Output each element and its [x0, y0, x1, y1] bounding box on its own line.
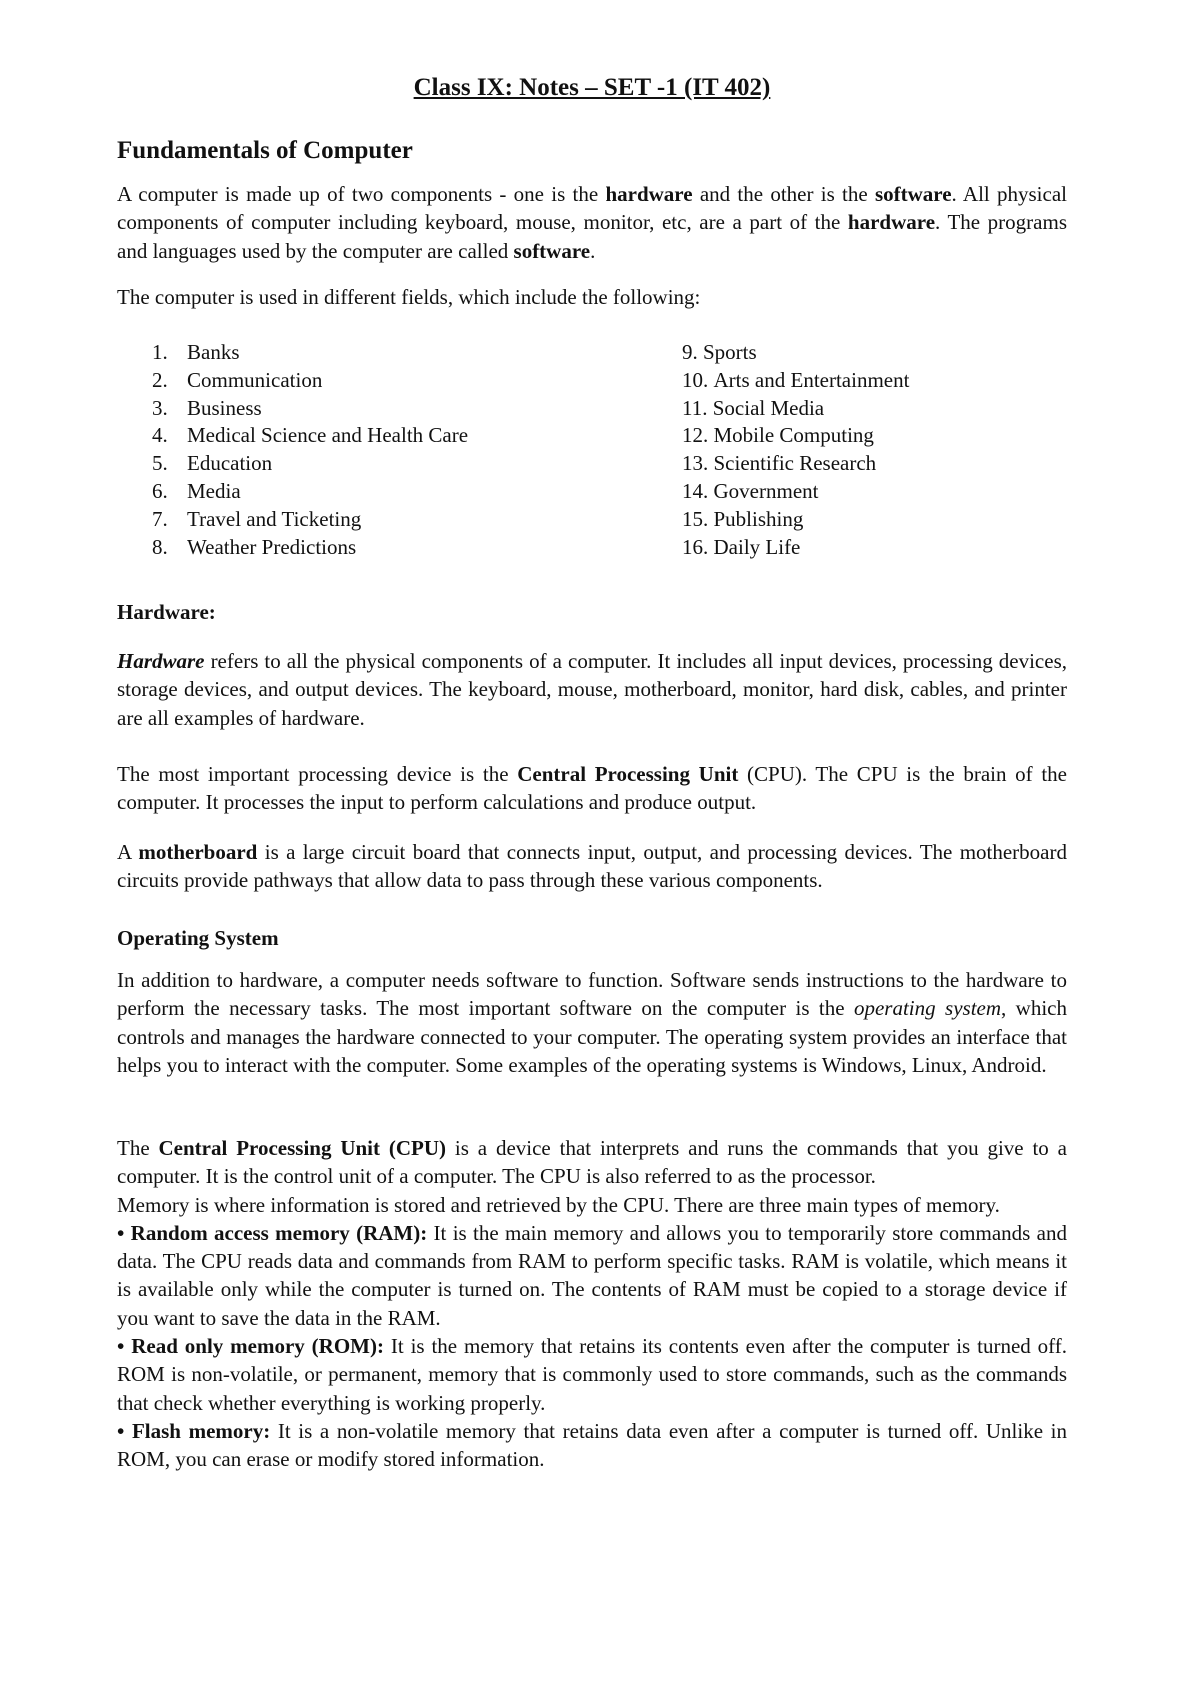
- field-list-item: [152, 534, 468, 562]
- section-heading-fundamentals: Fundamentals of Computer: [117, 137, 413, 164]
- rom-bullet: • Read only memory (ROM): It is the memory that retains its contents even after the computer is turned off. ROM is non-volatile, or permanent, memory that is commonly used to store commands, such as the commands that check whether everything is working properly.: [117, 1334, 1067, 1415]
- field-list-item: [152, 395, 468, 423]
- field-number: 12.: [682, 423, 714, 448]
- field-label: Banks: [187, 340, 240, 364]
- field-number: 15.: [682, 506, 714, 531]
- intro-paragraph: A computer is made up of two components - one is the hardware and the other is the software. All physical components of computer including keyboard, mouse, monitor, etc, are a part of the hardware. The programs and languages used by the computer are called software.: [117, 182, 1067, 263]
- field-number: 2.: [152, 367, 168, 392]
- field-list-item: [682, 422, 909, 450]
- ram-bullet: • Random access memory (RAM): It is the main memory and allows you to temporarily store commands and data. The CPU reads data and commands from RAM to perform specific tasks. RAM is volatile, which means it is available only while the computer is turned on. The contents of RAM must be copied to a storage device if you want to save the data in the RAM.: [117, 1220, 1067, 1330]
- memory-intro: Memory is where information is stored and retrieved by the CPU. There are three main types of memory.: [117, 1192, 1000, 1217]
- field-list-item: [682, 478, 909, 506]
- field-label: Medical Science and Health Care: [187, 423, 469, 448]
- field-label: Business: [187, 395, 262, 420]
- field-number: 14.: [682, 478, 714, 503]
- fields-intro: The computer is used in different fields, which include the following:: [117, 285, 701, 309]
- field-list-item: [682, 506, 909, 534]
- field-label: Publishing: [713, 506, 804, 531]
- field-label: Communication: [187, 367, 323, 392]
- cpu-memory-section: [117, 1134, 1067, 1474]
- field-list-item: [682, 367, 909, 395]
- field-label: Education: [187, 451, 273, 476]
- field-number: 7.: [152, 506, 168, 531]
- field-number: 11.: [682, 395, 713, 420]
- field-list-item: [682, 339, 909, 367]
- field-number: 3.: [152, 395, 168, 420]
- fields-list-left: [152, 339, 468, 561]
- field-number: 16.: [682, 534, 714, 559]
- document-title: Class IX: Notes – SET -1 (IT 402): [413, 74, 771, 101]
- field-number: 13.: [682, 451, 714, 476]
- field-list-item: [152, 450, 468, 478]
- field-list-item: [152, 367, 468, 395]
- motherboard-paragraph: A motherboard is a large circuit board that connects input, output, and processing devices. The motherboard circuits provide pathways that allow data to pass through these various components.: [117, 840, 1067, 893]
- operating-system-heading: Operating System: [117, 926, 279, 950]
- field-number: 6.: [152, 478, 168, 503]
- field-list-item: [682, 450, 909, 478]
- field-label: Mobile Computing: [713, 423, 874, 448]
- cpu-definition: The Central Processing Unit (CPU) is a device that interprets and runs the commands that you give to a computer. It is the control unit of a computer. The CPU is also referred to as the processor.: [117, 1136, 1067, 1189]
- field-label: Social Media: [712, 395, 825, 420]
- field-number: 5.: [152, 451, 168, 476]
- field-label: Sports: [703, 340, 757, 364]
- field-number: 10.: [682, 367, 714, 392]
- hardware-paragraph: Hardware refers to all the physical components of a computer. It includes all input devices, processing devices, storage devices, and output devices. The keyboard, mouse, motherboard, monitor, hard disk, cables, and printer are all examples of hardware.: [117, 649, 1067, 730]
- flash-bullet: • Flash memory: It is a non-volatile memory that retains data even after a computer is turned off. Unlike in ROM, you can erase or modify stored information.: [117, 1418, 1067, 1472]
- field-number: 4.: [152, 423, 168, 448]
- operating-system-paragraph: In addition to hardware, a computer needs software to function. Software sends instructions to the hardware to perform the necessary tasks. The most important software on the computer is the operating system, which controls and manages the hardware connected to your computer. The operating system provides an interface that helps you to interact with the computer. Some examples of the operating systems is Windows, Linux, Android.: [117, 968, 1067, 1077]
- cpu-brain-paragraph: The most important processing device is the Central Processing Unit (CPU). The CPU is the brain of the computer. It processes the input to perform calculations and produce output.: [117, 762, 1067, 815]
- field-label: Media: [187, 478, 241, 503]
- field-list-item: [682, 534, 909, 562]
- field-label: Daily Life: [713, 534, 801, 559]
- field-list-item: [152, 422, 468, 450]
- field-label: Weather Predictions: [187, 534, 357, 559]
- field-list-item: [152, 478, 468, 506]
- field-list-item: [152, 339, 468, 367]
- field-list-item: [152, 506, 468, 534]
- field-number: 1.: [152, 340, 168, 364]
- field-label: Government: [713, 478, 819, 503]
- fields-list-right: [682, 339, 909, 561]
- field-number: 9.: [682, 340, 703, 364]
- field-label: Scientific Research: [713, 451, 877, 476]
- field-list-item: [682, 395, 909, 423]
- field-label: Arts and Entertainment: [713, 367, 910, 392]
- field-label: Travel and Ticketing: [187, 506, 362, 531]
- field-number: 8.: [152, 534, 168, 559]
- hardware-heading: Hardware:: [117, 600, 216, 624]
